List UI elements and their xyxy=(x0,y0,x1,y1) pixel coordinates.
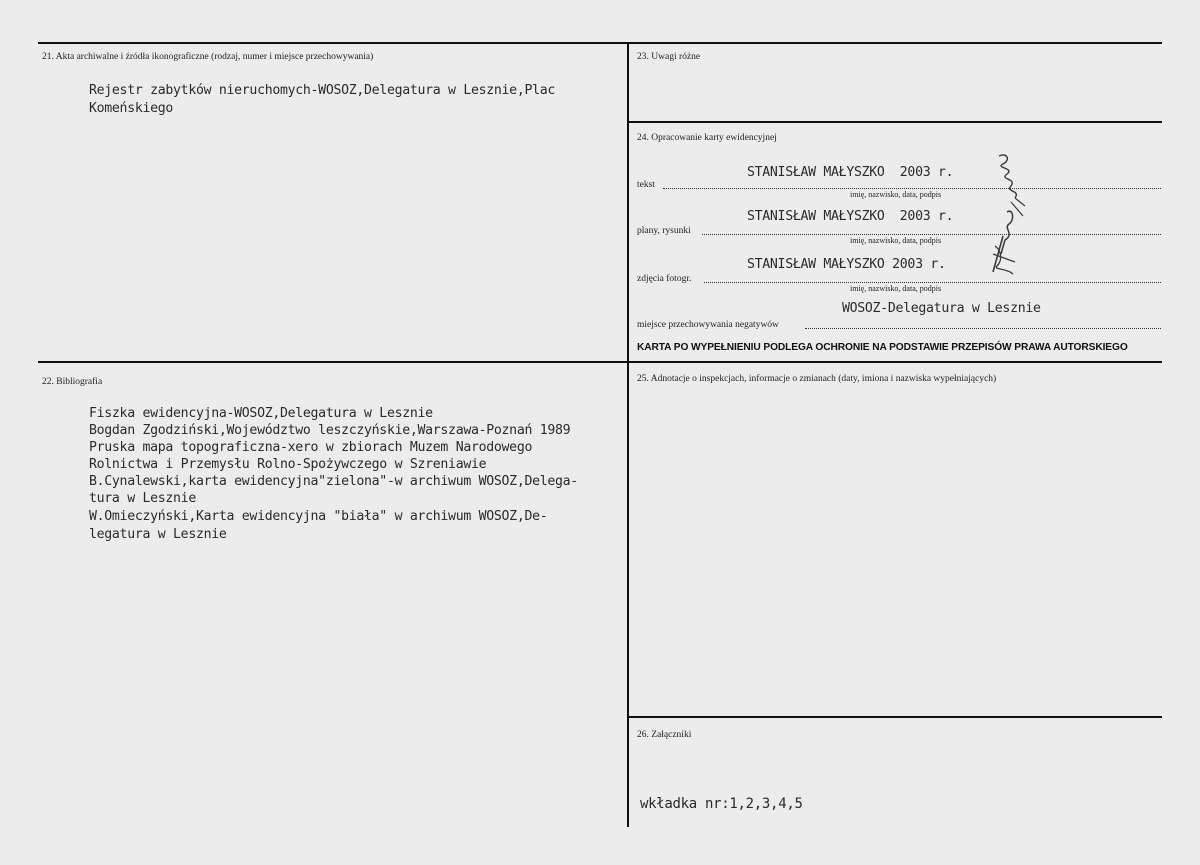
bibliography-line-3: Pruska mapa topograficzna-xero w zbiorach Muzem Narodowego xyxy=(89,440,533,455)
bibliography-line-7: W.Omieczyński,Karta ewidencyjna "biała" w archiwum WOSOZ,De- xyxy=(89,509,548,524)
center-divider xyxy=(627,42,629,827)
rule-25-26 xyxy=(628,716,1162,718)
plany-sublabel: imię, nazwisko, data, podpis xyxy=(850,236,942,245)
bibliography-line-4: Rolnictwa i Przemysłu Rolno-Spożywczego w Szreniawie xyxy=(89,457,487,472)
bibliography-line-5: B.Cynalewski,karta ewidencyjna"zielona"-w archiwum WOSOZ,Delega- xyxy=(89,474,578,489)
section-21-line-1: Rejestr zabytków nieruchomych-WOSOZ,Delegatura w Lesznie,Plac xyxy=(89,83,556,98)
miejsce-label: miejsce przechowywania negatywów xyxy=(637,320,779,330)
tekst-sublabel: imię, nazwisko, data, podpis xyxy=(850,190,942,199)
zdjecia-dotted-line xyxy=(704,282,1161,283)
section-22-title: 22. Bibliografia xyxy=(42,377,103,387)
plany-label: plany, rysunki xyxy=(637,226,691,236)
attachments-value: wkładka nr:1,2,3,4,5 xyxy=(640,796,803,812)
section-21-title: 21. Akta archiwalne i źródła ikonograficzne (rodzaj, numer i miejsce przechowywania) xyxy=(42,52,374,62)
section-23-title: 23. Uwagi różne xyxy=(637,52,701,62)
tekst-label: tekst xyxy=(637,180,655,190)
zdjecia-sublabel: imię, nazwisko, data, podpis xyxy=(850,284,942,293)
section-26-title: 26. Załączniki xyxy=(637,730,692,740)
middle-rule xyxy=(38,361,1162,363)
bibliography-line-1: Fiszka ewidencyjna-WOSOZ,Delegatura w Lesznie xyxy=(89,406,433,421)
miejsce-dotted-line xyxy=(805,328,1161,329)
handwritten-signature-icon xyxy=(985,150,1035,280)
tekst-value: STANISŁAW MAŁYSZKO 2003 r. xyxy=(747,165,954,180)
bibliography-line-6: tura w Lesznie xyxy=(89,491,196,506)
plany-value: STANISŁAW MAŁYSZKO 2003 r. xyxy=(747,209,954,224)
copyright-notice: KARTA PO WYPEŁNIENIU PODLEGA OCHRONIE NA PODSTAWIE PRZEPISÓW PRAWA AUTORSKIEGO xyxy=(637,342,1128,353)
zdjecia-value: STANISŁAW MAŁYSZKO 2003 r. xyxy=(747,257,946,272)
plany-dotted-line xyxy=(702,234,1161,235)
bibliography-line-2: Bogdan Zgodziński,Województwo leszczyńskie,Warszawa-Poznań 1989 xyxy=(89,423,571,438)
bibliography-line-8: legatura w Lesznie xyxy=(89,527,227,542)
zdjecia-label: zdjęcia fotogr. xyxy=(637,274,692,284)
top-rule xyxy=(38,42,1162,44)
section-24-title: 24. Opracowanie karty ewidencyjnej xyxy=(637,133,777,143)
tekst-dotted-line xyxy=(663,188,1161,189)
section-25-title: 25. Adnotacje o inspekcjach, informacje o zmianach (daty, imiona i nazwiska wypełniających) xyxy=(637,374,997,384)
miejsce-value: WOSOZ-Delegatura w Lesznie xyxy=(842,301,1041,316)
section-21-line-2: Komeńskiego xyxy=(89,101,174,116)
rule-23-24 xyxy=(628,121,1162,123)
